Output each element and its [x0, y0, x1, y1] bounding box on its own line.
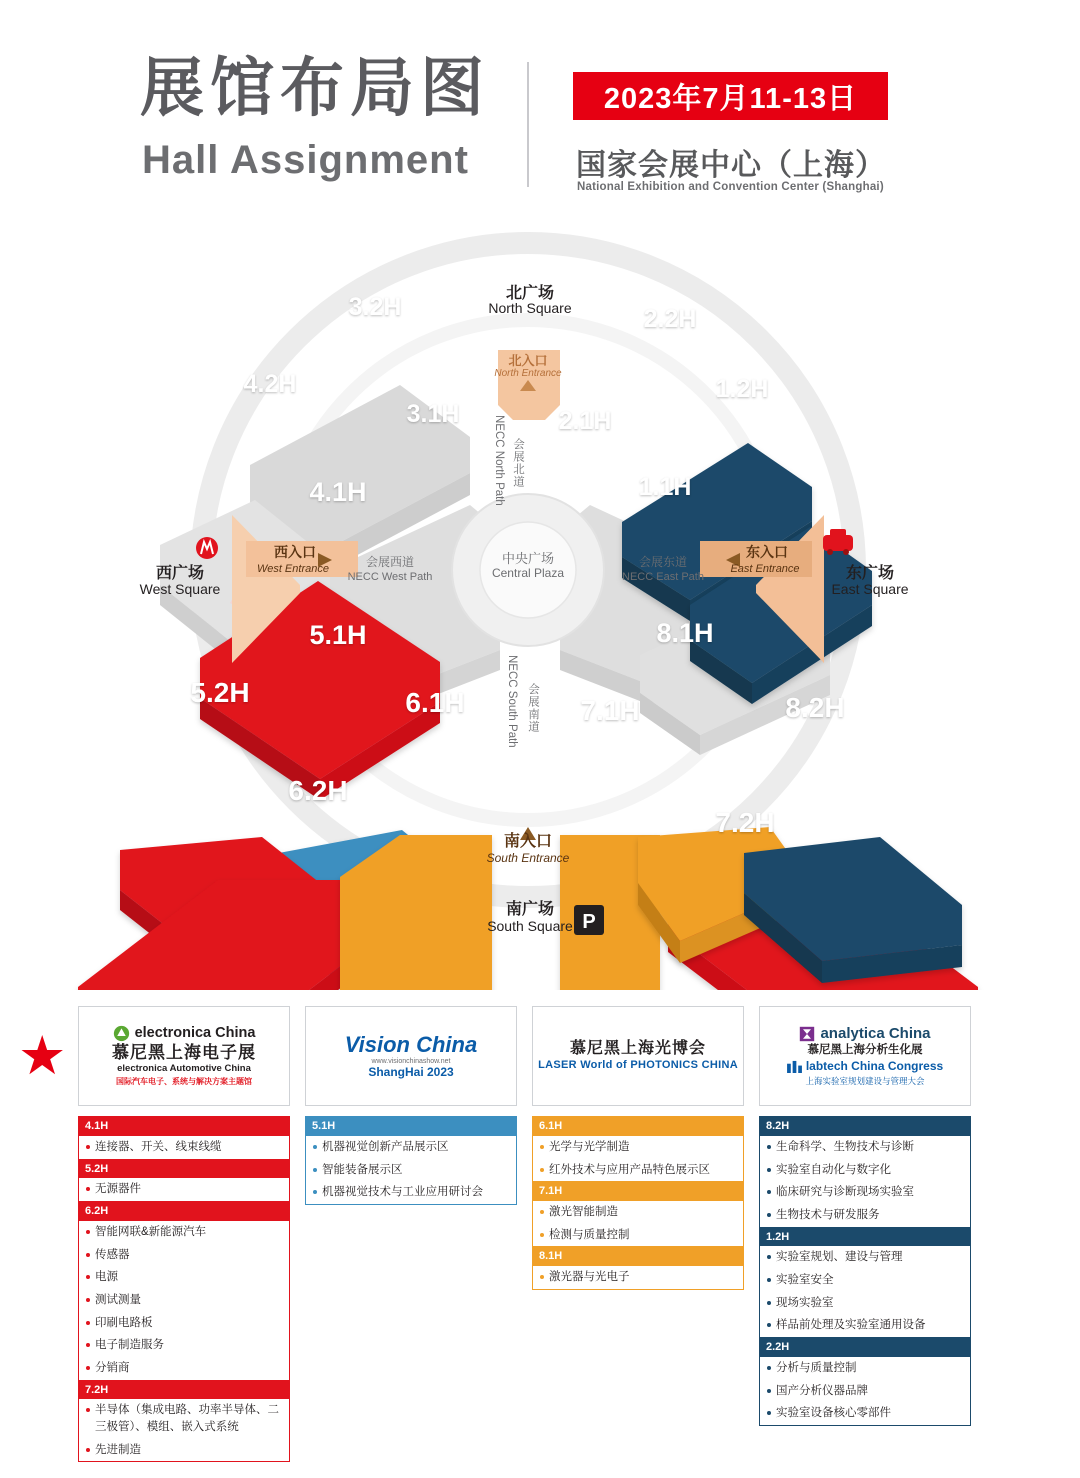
hall-head-8.2H: 8.2H — [760, 1117, 970, 1136]
panel-analytica — [759, 1006, 971, 1426]
list-item: 激光器与光电子 — [533, 1266, 743, 1289]
section-8.2H — [759, 1116, 971, 1228]
logo-vision-china — [305, 1006, 517, 1106]
logo-electronica-line4: 国际汽车电子、系统与解决方案主题馆 — [116, 1076, 252, 1086]
electronica-mark-icon — [113, 1025, 130, 1042]
section-4.1H — [78, 1116, 290, 1160]
list-item: 半导体（集成电路、功率半导体、二三极管）、模组、嵌入式系统 — [79, 1399, 289, 1438]
section-6.2H — [78, 1202, 290, 1381]
south-entrance-label-cn: 南入口 — [503, 833, 552, 850]
list-item: 智能网联&新能源汽车 — [79, 1221, 289, 1244]
analytica-mark-icon — [799, 1026, 815, 1042]
logo-analytica-line2: 慕尼黑上海分析生化展 — [807, 1043, 923, 1056]
logo-electronica-line2: 慕尼黑上海电子展 — [112, 1043, 256, 1063]
list-item: 机器视觉创新产品展示区 — [306, 1136, 516, 1159]
section-5.1H — [305, 1116, 517, 1205]
list-item: 现场实验室 — [760, 1292, 970, 1315]
parking-icon — [574, 905, 604, 935]
hall-label-3.1H: 3.1H — [406, 400, 460, 428]
west-square-label-en: West Square — [139, 581, 221, 597]
west-path-label-en: NECC West Path — [347, 571, 433, 583]
logo-vision-line1: Vision China — [344, 1031, 478, 1057]
section-7.1H — [532, 1182, 744, 1247]
hall-head-7.2H: 7.2H — [79, 1381, 289, 1400]
hall-label-6.1H: 6.1H — [405, 687, 465, 718]
panel-vision-china — [305, 1006, 517, 1205]
list-analytica — [759, 1116, 971, 1426]
svg-text:P: P — [582, 911, 596, 933]
list-electronica — [78, 1116, 290, 1462]
hall-map-svg — [0, 215, 1080, 990]
list-item: 实验室设备核心零部件 — [760, 1402, 970, 1425]
panel-laser-photonics — [532, 1006, 744, 1290]
hall-label-2.2H: 2.2H — [643, 305, 697, 333]
hall-head-8.1H: 8.1H — [533, 1247, 743, 1266]
section-8.1H — [532, 1247, 744, 1290]
list-item: 机器视觉技术与工业应用研讨会 — [306, 1181, 516, 1204]
north-path-label-en: NECC North Path — [493, 415, 505, 506]
list-item: 红外技术与应用产品特色展示区 — [533, 1159, 743, 1182]
south-entrance-arrow — [520, 827, 536, 840]
hall-label-8.2H: 8.2H — [785, 692, 845, 723]
list-item: 电子制造服务 — [79, 1334, 289, 1357]
south-entrance-label-en: South Entrance — [486, 851, 570, 865]
hall-label-1.2H: 1.2H — [715, 375, 769, 403]
west-path-label-cn: 会展西道 — [365, 555, 414, 569]
hall-head-4.1H: 4.1H — [79, 1117, 289, 1136]
west-entrance-label-en: West Entrance — [257, 563, 329, 575]
logo-vision-line2: www.visionchinashow.net — [371, 1058, 451, 1066]
hall-label-1.1H: 1.1H — [638, 473, 692, 501]
list-item: 样品前处理及实验室通用设备 — [760, 1314, 970, 1337]
east-entrance-bar — [700, 541, 812, 577]
page-title-cn: 展馆布局图 — [140, 52, 490, 124]
logo-labtech-line3: labtech China Congress — [805, 1058, 944, 1073]
central-plaza-label-en: Central Plaza — [491, 566, 565, 580]
list-item: 国产分析仪器品牌 — [760, 1380, 970, 1403]
hall-label-7.1H: 7.1H — [580, 695, 640, 726]
hall-head-6.1H: 6.1H — [533, 1117, 743, 1136]
east-path-label-cn: 会展东道 — [638, 555, 687, 569]
list-item: 无源器件 — [79, 1178, 289, 1201]
metro-icon — [196, 537, 218, 559]
list-item: 印刷电路板 — [79, 1312, 289, 1335]
list-item: 光学与光学制造 — [533, 1136, 743, 1159]
west-square-label-cn: 西广场 — [155, 565, 204, 582]
section-6.1H — [532, 1116, 744, 1182]
hall-head-7.1H: 7.1H — [533, 1182, 743, 1201]
list-item: 传感器 — [79, 1244, 289, 1267]
logo-analytica — [759, 1006, 971, 1106]
logo-labtech-line4: 上海实验室规划建设与管理大会 — [805, 1075, 925, 1086]
hall-label-5.1H: 5.1H — [309, 620, 367, 650]
list-item: 连接器、开关、线束线缆 — [79, 1136, 289, 1159]
list-item: 测试测量 — [79, 1289, 289, 1312]
east-square-label-en: East Square — [831, 581, 909, 597]
list-item: 分销商 — [79, 1357, 289, 1380]
south-square-label-cn: 南广场 — [505, 901, 554, 918]
list-item: 实验室规划、建设与管理 — [760, 1246, 970, 1269]
list-vision-china — [305, 1116, 517, 1205]
list-item: 实验室安全 — [760, 1269, 970, 1292]
north-entrance-label-cn: 北入口 — [508, 353, 548, 368]
event-date-badge: 2023年7月11-13日 — [573, 72, 888, 120]
logo-electronica — [78, 1006, 290, 1106]
south-square-label-en: South Square — [487, 918, 573, 934]
hall-head-6.2H: 6.2H — [79, 1202, 289, 1221]
labtech-mark-icon — [787, 1060, 802, 1073]
south-path-label-en: NECC South Path — [506, 655, 518, 748]
list-item: 生物技术与研发服务 — [760, 1204, 970, 1227]
hall-label-2.1H: 2.1H — [558, 407, 612, 435]
hall-head-5.1H: 5.1H — [306, 1117, 516, 1136]
list-item: 检测与质量控制 — [533, 1224, 743, 1247]
hall-label-3.2H: 3.2H — [348, 293, 402, 321]
north-entrance-label-en: North Entrance — [494, 368, 562, 379]
page-header — [0, 0, 1080, 215]
section-2.2H — [759, 1338, 971, 1426]
east-entrance-label-cn: 东入口 — [746, 544, 788, 560]
section-7.2H — [78, 1381, 290, 1463]
list-item: 先进制造 — [79, 1439, 289, 1462]
panel-electronica — [78, 1006, 290, 1462]
section-5.2H — [78, 1160, 290, 1203]
list-item: 电源 — [79, 1266, 289, 1289]
hall-label-5.2H: 5.2H — [190, 677, 250, 708]
exhibition-legend — [0, 1000, 1080, 1478]
logo-electronica-line1: electronica China — [134, 1025, 256, 1042]
header-divider — [527, 62, 529, 187]
logo-laser-photonics — [532, 1006, 744, 1106]
logo-vision-line3: ShangHai 2023 — [368, 1065, 454, 1080]
list-item: 生命科学、生物技术与诊断 — [760, 1136, 970, 1159]
hall-head-5.2H: 5.2H — [79, 1160, 289, 1179]
east-path-label-en: NECC East Path — [622, 571, 704, 583]
list-item: 智能装备展示区 — [306, 1159, 516, 1182]
list-item: 实验室自动化与数字化 — [760, 1159, 970, 1182]
north-path-label-cn: 会展北道 — [512, 438, 524, 488]
hall-head-2.2H: 2.2H — [760, 1338, 970, 1357]
list-laser-photonics — [532, 1116, 744, 1290]
logo-electronica-line3: electronica Automotive China — [117, 1062, 251, 1074]
venue-name-cn: 国家会展中心（上海） — [576, 149, 886, 182]
hall-label-6.2H: 6.2H — [288, 775, 348, 806]
central-plaza-label-cn: 中央广场 — [501, 551, 554, 566]
list-item: 分析与质量控制 — [760, 1357, 970, 1380]
hall-label-4.2H: 4.2H — [243, 370, 297, 398]
hall-map — [0, 215, 1080, 990]
west-entrance-bar — [246, 541, 358, 577]
logo-analytica-line1: analytica China — [820, 1025, 931, 1043]
list-item: 激光智能制造 — [533, 1201, 743, 1224]
logo-laser-line1: 慕尼黑上海光博会 — [569, 1039, 706, 1057]
hall-head-1.2H: 1.2H — [760, 1228, 970, 1247]
hall-label-7.2H: 7.2H — [715, 807, 775, 838]
list-item: 临床研究与诊断现场实验室 — [760, 1181, 970, 1204]
venue-name-en: National Exhibition and Convention Center (Shanghai) — [577, 181, 884, 193]
north-square-label-en: North Square — [488, 300, 572, 316]
page-title-en: Hall Assignment — [142, 138, 469, 182]
logo-laser-line2: LASER World of PHOTONICS CHINA — [538, 1059, 738, 1072]
east-entrance-label-en: East Entrance — [730, 563, 800, 575]
hall-label-4.1H: 4.1H — [309, 477, 367, 507]
section-1.2H — [759, 1228, 971, 1339]
hall-label-8.1H: 8.1H — [656, 618, 714, 648]
north-square-label-cn: 北广场 — [505, 285, 554, 302]
west-entrance-label-cn: 西入口 — [274, 544, 316, 560]
star-marker-icon: ★ — [18, 1026, 67, 1086]
east-square-label-cn: 东广场 — [845, 565, 894, 582]
south-path-label-cn: 会展南道 — [527, 683, 539, 733]
